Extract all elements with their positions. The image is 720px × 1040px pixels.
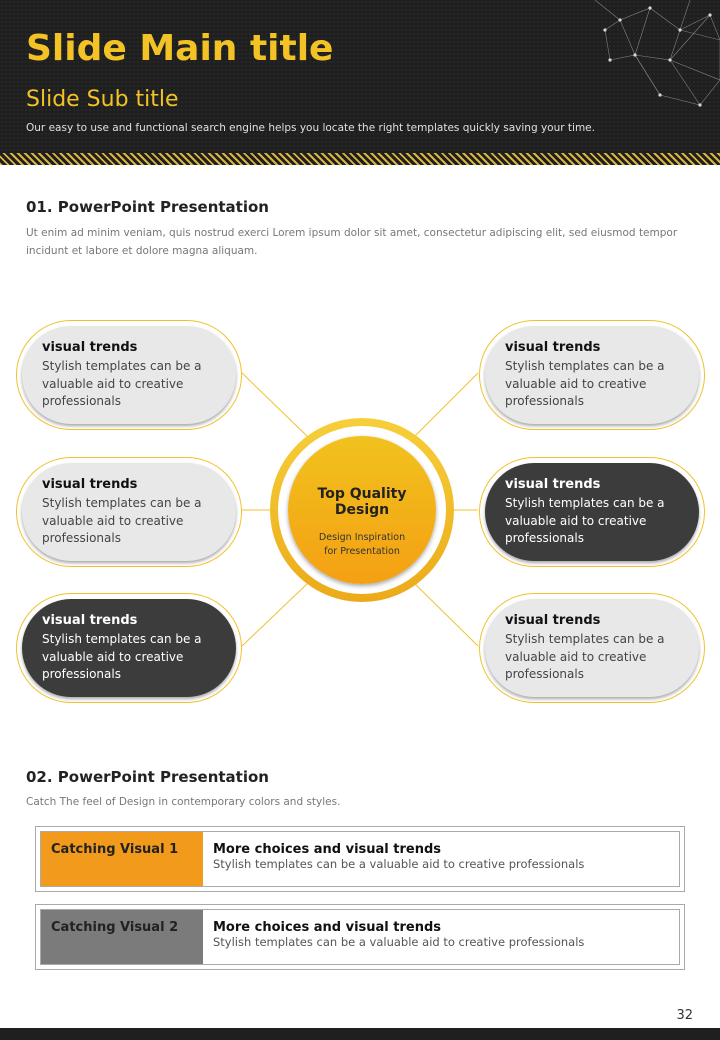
row-heading: More choices and visual trends: [213, 920, 442, 935]
center-subtitle-line1: Design Inspiration: [318, 532, 406, 543]
section1-description: Ut enim ad minim veniam, quis nostrud exerci Lorem ipsum dolor sit amet, consectetur adipiscing elit, sed eiusmod tempor incidunt et labore et dolore magna aliquam.: [26, 227, 678, 257]
header-description: Our easy to use and functional search engine helps you locate the right templates quickly saving your time.: [26, 122, 595, 134]
row-heading: More choices and visual trends: [213, 842, 442, 857]
section1-title: 01. PowerPoint Presentation: [26, 198, 269, 216]
pill-heading: visual trends: [505, 477, 601, 492]
center-circle-ring: [278, 426, 446, 594]
visual-row-2: [35, 904, 685, 970]
pill-left-1: [22, 326, 236, 424]
pill-heading: visual trends: [42, 477, 138, 492]
diagram-item-left-3: [16, 593, 242, 703]
pill-body: Stylish templates can be a valuable aid to creative professionals: [42, 359, 202, 408]
center-circle: [270, 418, 454, 602]
pill-right-1: [485, 326, 699, 424]
visual-row-2-text: [213, 920, 584, 949]
slide-main-title: Slide Main title: [26, 28, 334, 69]
pill-body: Stylish templates can be a valuable aid to creative professionals: [505, 359, 665, 408]
pill-left-2: [22, 463, 236, 561]
diagram-item-right-1: [479, 320, 705, 430]
center-subtitle-line2: for Presentation: [324, 546, 400, 557]
pill-heading: visual trends: [505, 340, 601, 355]
section2-description: Catch The feel of Design in contemporary colors and styles.: [26, 796, 341, 808]
page-number: 32: [676, 1008, 693, 1023]
diagram-item-right-3: [479, 593, 705, 703]
pill-body: Stylish templates can be a valuable aid to creative professionals: [42, 632, 202, 681]
visual-row-1-text: [213, 842, 584, 871]
slide-sub-title: Slide Sub title: [26, 87, 179, 112]
visual-row-2-label: Catching Visual 2: [41, 910, 203, 964]
pill-right-3: [485, 599, 699, 697]
row-body: Stylish templates can be a valuable aid to creative professionals: [213, 935, 585, 949]
pill-right-2: [485, 463, 699, 561]
pill-heading: visual trends: [42, 340, 138, 355]
visual-row-1-inner: [40, 831, 680, 887]
pill-left-3: [22, 599, 236, 697]
center-title: Top Quality Design: [317, 486, 407, 518]
pill-body: Stylish templates can be a valuable aid to creative professionals: [505, 632, 665, 681]
visual-row-1: [35, 826, 685, 892]
diagram-item-left-1: [16, 320, 242, 430]
center-circle-core: [288, 436, 436, 584]
diagram-item-left-2: [16, 457, 242, 567]
pill-body: Stylish templates can be a valuable aid to creative professionals: [42, 496, 202, 545]
footer-bar: [0, 1028, 720, 1040]
visual-row-2-inner: [40, 909, 680, 965]
pill-body: Stylish templates can be a valuable aid to creative professionals: [505, 496, 665, 545]
row-body: Stylish templates can be a valuable aid to creative professionals: [213, 857, 585, 871]
center-subtitle: [288, 531, 436, 559]
diagram-item-right-2: [479, 457, 705, 567]
pill-heading: visual trends: [42, 613, 138, 628]
visual-row-1-label: Catching Visual 1: [41, 832, 203, 886]
pill-heading: visual trends: [505, 613, 601, 628]
section2-title: 02. PowerPoint Presentation: [26, 768, 269, 786]
